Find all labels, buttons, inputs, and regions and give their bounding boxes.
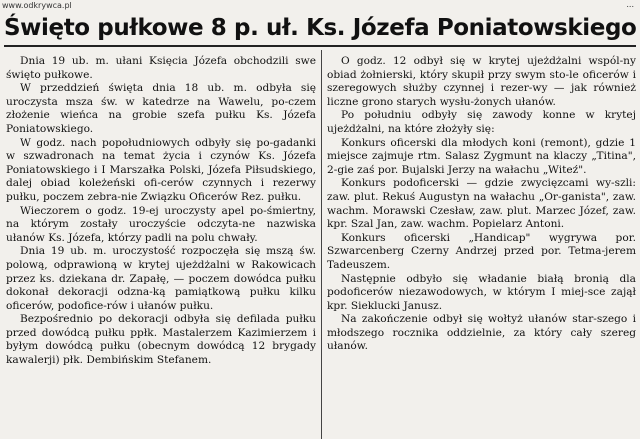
right-paragraph-3: Konkurs oficerski dla młodych koni (remont), gdzie 1 miejsce zajmuje rtm. Salasz Zygmunt na klaczy „Titina", 2-gie zaś por. Bujalski Jerzy na wałachu „Witeź".: [327, 136, 636, 176]
left-paragraph-6: Bezpośrednio po dekoracji odbyła się defilada pułku przed dowódcą pułku ppłk. Mastalerzem Kazimierzem i byłym dowódcą pułku (obecnym dowódcą 12 brygady kawalerji) płk. Dembińskim Stefanem.: [6, 313, 316, 367]
right-paragraph-2: Po południu odbyły się zawody konne w krytej ujeżdżalni, na które złożyły się:: [327, 109, 636, 135]
right-paragraph-1: O godz. 12 odbył się w krytej ujeżdżalni wspól-ny obiad żołnierski, który skupił przy swym sto-le oficerów i szeregowych służby czynnej i rezer-wy — jak również liczne grono starych wysłu-żonych ułanów.: [327, 55, 636, 108]
headline: Święto pułkowe 8 p. uł. Ks. Józefa Poniatowskiego: [4, 15, 637, 41]
right-paragraph-6: Następnie odbyło się władanie białą bronią dla podoficerów niezawodowych, w którym I miej-sce zajął kpr. Sieklucki Janusz.: [327, 272, 636, 312]
left-paragraph-4: Wieczorem o godz. 19-ej uroczysty apel po-śmiertny, na którym zostały uroczyście odczyta-ne nazwiska ułanów Ks. Józefa, którzy padli na polu chwały.: [6, 204, 316, 244]
left-column: [6, 55, 316, 439]
left-paragraph-5: Dnia 19 ub. m. uroczystość rozpoczęła się mszą św. polową, odprawioną w krytej ujeżdżalni w Rakowicach przez ks. dziekana dr. Zapałę, — poczem dowódca pułku dokonał dekoracji odzna-ką pamiątkową pułku kilku oficerów, podofice-rów i ułanów pułku.: [6, 245, 316, 312]
masthead-fragment: ...: [626, 0, 634, 9]
left-paragraph-1: Dnia 19 ub. m. ułani Księcia Józefa obchodzili swe święto pułkowe.: [6, 55, 316, 81]
right-column: [327, 55, 636, 439]
headline-rule: [4, 45, 636, 47]
left-paragraph-3: W godz. nach popołudniowych odbyły się po-gadanki w szwadronach na temat życia i czynów Ks. Józefa Poniatowskiego i I Marszałka Polski, Józefa Piłsudskiego, dalej obiad koleżeński ofi-cerów czynnych i rezerwy pułku, poczem zebra-nie Związku Oficerów Rez. pułku.: [6, 136, 316, 203]
left-paragraph-2: W przeddzień święta dnia 18 ub. m. odbyła się uroczysta msza św. w katedrze na Wawelu, po-czem złożenie wieńca na grobie szefa pułku Ks. Józefa Poniatowskiego.: [6, 82, 316, 135]
column-divider: [321, 50, 322, 439]
right-paragraph-4: Konkurs podoficerski — gdzie zwycięzcami wy-szli: zaw. plut. Rekuś Augustyn na wałachu „Or-ganista", zaw. wachm. Morawski Czesław, zaw. plut. Marzec Józef, zaw. kpr. Szal Jan, zaw. wachm. Popielarz Antoni.: [327, 177, 636, 231]
right-paragraph-5: Konkurs oficerski „Handicap" wygrywa por. Szwarcenberg Czerny Andrzej przed por. Tetma-jerem Tadeuszem.: [327, 231, 636, 271]
right-paragraph-7: Na zakończenie odbył się wołtyż ułanów star-szego i młodszego rocznika oddzielnie, za który cały szereg ułanów.: [327, 313, 636, 353]
watermark: www.odkrywca.pl: [2, 1, 72, 10]
